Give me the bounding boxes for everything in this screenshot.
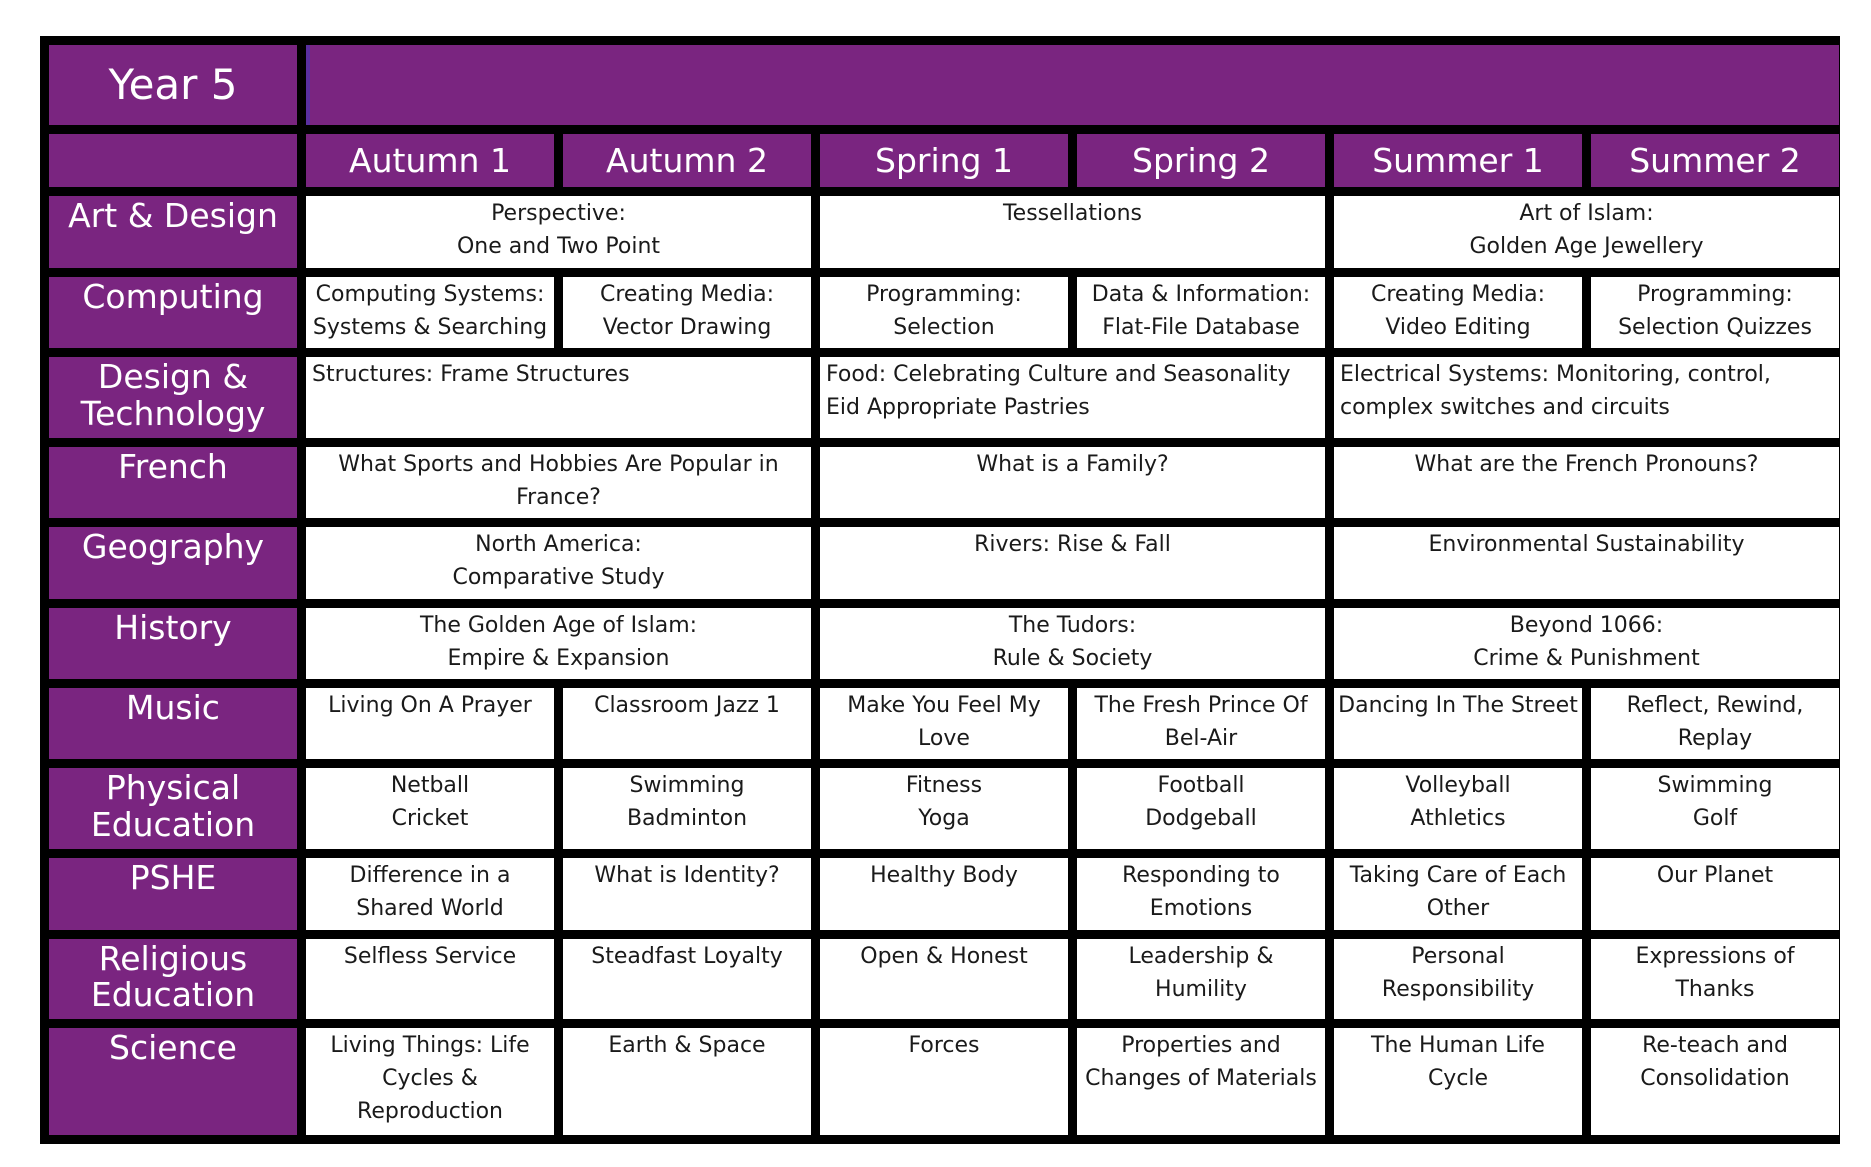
unit-cell	[306, 1028, 554, 1135]
unit-text: Environmental Sustainability	[1428, 532, 1745, 558]
unit-cell	[306, 277, 554, 348]
corner-cell	[49, 134, 297, 187]
unit-cell	[1334, 688, 1582, 759]
unit-text: Swimming Golf	[1657, 773, 1773, 832]
unit-cell	[1077, 688, 1325, 759]
unit-cell	[306, 858, 554, 929]
unit-cell	[1591, 688, 1839, 759]
subject-label: Computing	[49, 277, 297, 348]
unit-text: Steadfast Loyalty	[591, 943, 783, 969]
unit-cell	[1334, 1028, 1582, 1135]
year-title: Year 5	[49, 45, 297, 125]
unit-text: What are the French Pronouns?	[1414, 451, 1759, 477]
title-row	[49, 45, 1839, 125]
unit-text: The Golden Age of Islam: Empire & Expansion	[419, 612, 698, 671]
unit-cell	[1334, 608, 1839, 679]
subject-row	[49, 527, 1839, 598]
unit-cell	[820, 768, 1068, 849]
unit-text: Living Things: Life Cycles & Reproduction	[330, 1033, 530, 1125]
unit-cell	[1077, 277, 1325, 348]
subject-label: Art & Design	[49, 196, 297, 267]
unit-text: North America: Comparative Study	[452, 532, 665, 591]
unit-cell	[306, 357, 811, 438]
unit-text: Data & Information: Flat-File Database	[1091, 281, 1311, 340]
unit-text: The Fresh Prince Of Bel-Air	[1094, 692, 1308, 751]
unit-text: Food: Celebrating Culture and Seasonality Eid Appropriate Pastries	[826, 361, 1291, 420]
unit-cell	[1077, 939, 1325, 1020]
subject-row	[49, 277, 1839, 348]
unit-cell	[563, 688, 811, 759]
subject-row	[49, 688, 1839, 759]
unit-text: Electrical Systems: Monitoring, control, complex switches and circuits	[1340, 361, 1771, 420]
unit-text: Programming: Selection Quizzes	[1618, 281, 1812, 340]
unit-cell	[306, 688, 554, 759]
unit-text: Computing Systems: Systems & Searching	[312, 281, 548, 340]
subject-row	[49, 196, 1839, 267]
subject-row	[49, 357, 1839, 438]
unit-text: What is Identity?	[594, 863, 780, 889]
unit-cell	[1334, 858, 1582, 929]
unit-cell	[1334, 196, 1839, 267]
subject-label: Music	[49, 688, 297, 759]
unit-text: Personal Responsibility	[1381, 943, 1535, 1002]
subject-label: Science	[49, 1028, 297, 1135]
curriculum-grid-frame	[40, 36, 1840, 1144]
unit-cell	[820, 608, 1325, 679]
term-header-autumn-1: Autumn 1	[306, 134, 554, 187]
unit-cell	[563, 1028, 811, 1135]
unit-cell	[820, 277, 1068, 348]
unit-text: Difference in a Shared World	[349, 863, 511, 922]
unit-text: Healthy Body	[870, 863, 1018, 889]
unit-cell	[1334, 527, 1839, 598]
unit-text: The Human Life Cycle	[1371, 1033, 1545, 1092]
unit-text: Netball Cricket	[390, 773, 470, 832]
unit-text: Reflect, Rewind, Replay	[1626, 692, 1804, 751]
unit-cell	[306, 196, 811, 267]
unit-text: Fitness Yoga	[905, 773, 983, 832]
subject-row	[49, 1028, 1839, 1135]
unit-cell	[820, 447, 1325, 518]
subject-label: PSHE	[49, 858, 297, 929]
subject-label: History	[49, 608, 297, 679]
unit-text: Re-teach and Consolidation	[1640, 1033, 1790, 1092]
subject-label: Geography	[49, 527, 297, 598]
term-header-spring-2: Spring 2	[1077, 134, 1325, 187]
unit-cell	[1591, 939, 1839, 1020]
term-header-summer-1: Summer 1	[1334, 134, 1582, 187]
unit-cell	[820, 527, 1325, 598]
unit-text: Leadership & Humility	[1128, 943, 1274, 1002]
unit-text: Expressions of Thanks	[1635, 943, 1795, 1002]
unit-text: Forces	[908, 1033, 980, 1059]
unit-text: Earth & Space	[608, 1033, 766, 1059]
unit-text: Tessellations	[1002, 201, 1142, 227]
unit-cell	[1077, 1028, 1325, 1135]
unit-text: Perspective: One and Two Point	[456, 201, 661, 260]
unit-text: Rivers: Rise & Fall	[974, 532, 1171, 558]
unit-cell	[820, 1028, 1068, 1135]
subject-label: Physical Education	[49, 768, 297, 849]
unit-cell	[563, 858, 811, 929]
unit-text: Our Planet	[1656, 863, 1774, 889]
title-band	[306, 45, 1839, 125]
unit-cell	[820, 858, 1068, 929]
subject-label: Design & Technology	[49, 357, 297, 438]
unit-cell	[306, 608, 811, 679]
unit-cell	[1334, 447, 1839, 518]
term-header-autumn-2: Autumn 2	[563, 134, 811, 187]
unit-text: Art of Islam: Golden Age Jewellery	[1469, 201, 1704, 260]
unit-text: Dancing In The Street	[1338, 692, 1578, 718]
subject-row	[49, 768, 1839, 849]
unit-cell	[1591, 1028, 1839, 1135]
unit-cell	[820, 688, 1068, 759]
unit-cell	[1334, 768, 1582, 849]
unit-cell	[1591, 858, 1839, 929]
unit-text: The Tudors: Rule & Society	[992, 612, 1153, 671]
term-header-row	[49, 134, 1839, 187]
curriculum-table	[40, 36, 1848, 1144]
term-header-spring-1: Spring 1	[820, 134, 1068, 187]
unit-text: Responding to Emotions	[1122, 863, 1280, 922]
unit-text: Structures: Frame Structures	[312, 361, 630, 387]
unit-cell	[820, 357, 1325, 438]
unit-cell	[1077, 768, 1325, 849]
unit-text: Properties and Changes of Materials	[1085, 1033, 1317, 1092]
unit-text: Programming: Selection	[866, 281, 1022, 340]
subject-row	[49, 608, 1839, 679]
unit-cell	[1334, 357, 1839, 438]
subject-row	[49, 447, 1839, 518]
unit-cell	[306, 447, 811, 518]
unit-text: Creating Media: Vector Drawing	[599, 281, 775, 340]
unit-cell	[820, 196, 1325, 267]
unit-text: Selfless Service	[343, 943, 517, 969]
unit-cell	[306, 768, 554, 849]
unit-text: Creating Media: Video Editing	[1370, 281, 1546, 340]
subject-label: Religious Education	[49, 939, 297, 1020]
subject-row	[49, 858, 1839, 929]
unit-cell	[563, 768, 811, 849]
unit-text: Volleyball Athletics	[1405, 773, 1511, 832]
subject-label: French	[49, 447, 297, 518]
unit-cell	[306, 939, 554, 1020]
unit-text: What Sports and Hobbies Are Popular in France?	[338, 451, 779, 510]
unit-cell	[563, 277, 811, 348]
unit-text: Taking Care of Each Other	[1349, 863, 1567, 922]
unit-cell	[820, 939, 1068, 1020]
unit-cell	[563, 939, 811, 1020]
unit-cell	[1591, 277, 1839, 348]
unit-text: What is a Family?	[976, 451, 1169, 477]
unit-cell	[1077, 858, 1325, 929]
unit-text: Classroom Jazz 1	[594, 692, 780, 718]
unit-cell	[306, 527, 811, 598]
unit-cell	[1334, 939, 1582, 1020]
unit-text: Make You Feel My Love	[847, 692, 1041, 751]
unit-cell	[1591, 768, 1839, 849]
unit-text: Beyond 1066: Crime & Punishment	[1473, 612, 1700, 671]
term-header-summer-2: Summer 2	[1591, 134, 1839, 187]
unit-text: Football Dodgeball	[1145, 773, 1257, 832]
unit-text: Open & Honest	[860, 943, 1028, 969]
unit-text: Living On A Prayer	[328, 692, 532, 718]
subject-row	[49, 939, 1839, 1020]
unit-text: Swimming Badminton	[626, 773, 748, 832]
unit-cell	[1334, 277, 1582, 348]
